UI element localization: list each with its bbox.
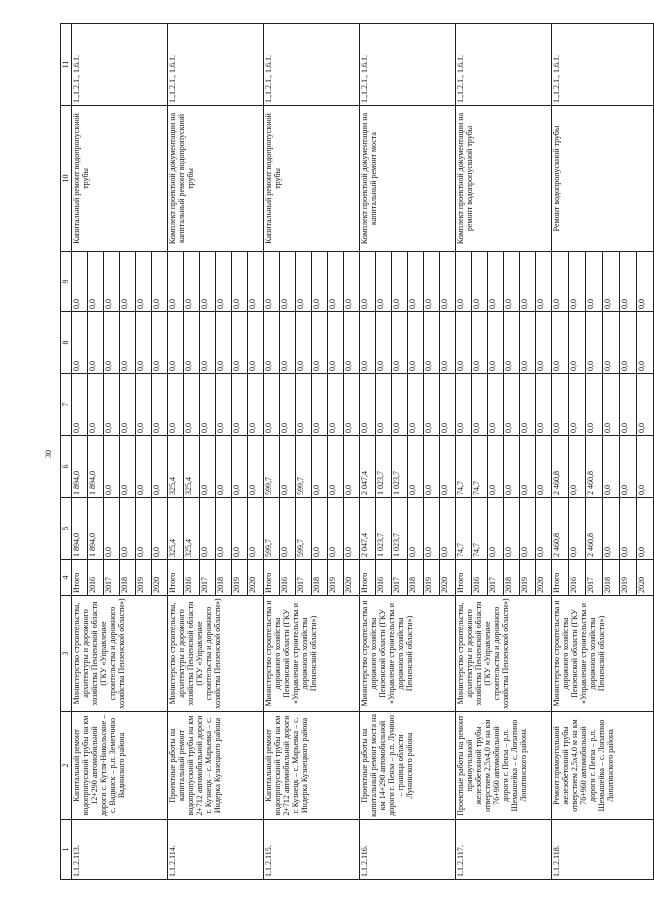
value-cell: 1 023,7 <box>392 436 408 498</box>
value-cell: 0,0 <box>488 374 504 436</box>
value-cell: 0,0 <box>248 374 264 436</box>
year-cell: 2017 <box>296 560 312 596</box>
value-cell: 0,0 <box>88 374 104 436</box>
reference-cell: 1.,1.2.1., 1.6.1. <box>552 24 654 106</box>
value-cell: 0,0 <box>264 312 280 374</box>
measure-name: Проектные работы на ремонт прямоугольной железобетонной трубы отверстием 2,5х4,0 м на км 76+960 автомобильной дороги г. Пенза – р.п. Шемышейка – с. Лопатино Лопатинского района <box>456 712 552 820</box>
value-cell: 0,0 <box>120 374 136 436</box>
row-id: 1.1.2.113. <box>72 820 168 880</box>
value-cell: 0,0 <box>328 498 344 560</box>
value-cell: 0,0 <box>392 312 408 374</box>
year-cell: 2019 <box>136 560 152 596</box>
year-cell: 2020 <box>536 560 552 596</box>
value-cell: 0,0 <box>440 312 456 374</box>
value-cell: 0,0 <box>504 252 520 312</box>
value-cell: 0,0 <box>620 312 637 374</box>
value-cell: 0,0 <box>152 436 168 498</box>
value-cell: 0,0 <box>72 252 88 312</box>
value-cell: 0,0 <box>232 436 248 498</box>
value-cell: 1 023,7 <box>376 498 392 560</box>
year-cell: 2018 <box>216 560 232 596</box>
result-cell: Комплект проектной документации на капитальный ремонт водопропускной трубы <box>168 106 264 252</box>
year-cell: 2019 <box>520 560 536 596</box>
value-cell: 0,0 <box>376 312 392 374</box>
value-cell: 74,7 <box>456 436 472 498</box>
value-cell: 0,0 <box>488 498 504 560</box>
value-cell: 0,0 <box>360 252 376 312</box>
value-cell: 0,0 <box>280 374 296 436</box>
measure-name: Капитальный ремонт водопропускной трубы на км 12+290 автомобильной дороги с. Кутля-Никольское – с. Вадинск – р.п. Земетчино Вадинского района <box>72 712 168 820</box>
value-cell: 0,0 <box>136 374 152 436</box>
value-cell: 599,7 <box>264 436 280 498</box>
value-cell: 0,0 <box>200 374 216 436</box>
value-cell: 0,0 <box>104 436 120 498</box>
value-cell: 0,0 <box>360 312 376 374</box>
value-cell: 0,0 <box>216 436 232 498</box>
value-cell: 0,0 <box>328 436 344 498</box>
value-cell: 0,0 <box>488 436 504 498</box>
year-cell: Итого <box>168 560 184 596</box>
measure-name: Проектные работы на капитальный ремонт водопропускной трубы на км 2+712 автомобильной дороги г. Кузнецк – с. Марьевка – с. Индерка Кузнецкого района <box>168 712 264 820</box>
value-cell: 0,0 <box>552 252 569 312</box>
value-cell: 325,4 <box>184 436 200 498</box>
value-cell: 0,0 <box>312 498 328 560</box>
value-cell: 0,0 <box>312 374 328 436</box>
value-cell: 0,0 <box>104 252 120 312</box>
value-cell: 0,0 <box>620 374 637 436</box>
value-cell: 0,0 <box>552 374 569 436</box>
value-cell: 0,0 <box>408 252 424 312</box>
year-cell: 2016 <box>184 560 200 596</box>
value-cell: 0,0 <box>216 498 232 560</box>
year-cell: 2017 <box>200 560 216 596</box>
value-cell: 0,0 <box>200 252 216 312</box>
executor: Министерство строительства и дорожного хозяйства Пензенской области (ГКУ «Управление строительства и дорожного хозяйства Пензенской области») <box>552 596 654 712</box>
value-cell: 325,4 <box>184 498 200 560</box>
value-cell: 0,0 <box>472 374 488 436</box>
row-id: 1.1.2.118. <box>552 820 654 880</box>
value-cell: 599,7 <box>264 498 280 560</box>
value-cell: 0,0 <box>72 312 88 374</box>
value-cell: 0,0 <box>216 374 232 436</box>
value-cell: 74,7 <box>472 436 488 498</box>
value-cell: 0,0 <box>312 312 328 374</box>
value-cell: 0,0 <box>620 498 637 560</box>
value-cell: 0,0 <box>264 374 280 436</box>
value-cell: 0,0 <box>344 498 360 560</box>
rotated-page <box>60 24 646 880</box>
value-cell: 0,0 <box>392 374 408 436</box>
col-header-1: 1 <box>61 820 72 880</box>
value-cell: 0,0 <box>620 436 637 498</box>
value-cell: 0,0 <box>216 312 232 374</box>
value-cell: 0,0 <box>280 312 296 374</box>
year-cell: 2017 <box>586 560 603 596</box>
value-cell: 0,0 <box>168 252 184 312</box>
value-cell: 0,0 <box>280 498 296 560</box>
value-cell: 0,0 <box>637 498 654 560</box>
value-cell: 0,0 <box>536 436 552 498</box>
value-cell: 74,7 <box>456 498 472 560</box>
value-cell: 0,0 <box>488 252 504 312</box>
value-cell: 0,0 <box>603 312 620 374</box>
col-header-5: 5 <box>61 498 72 560</box>
value-cell: 0,0 <box>88 312 104 374</box>
year-cell: 2016 <box>472 560 488 596</box>
value-cell: 0,0 <box>136 498 152 560</box>
value-cell: 0,0 <box>328 312 344 374</box>
value-cell: 0,0 <box>456 312 472 374</box>
year-cell: 2019 <box>232 560 248 596</box>
year-cell: 2017 <box>488 560 504 596</box>
year-cell: Итого <box>360 560 376 596</box>
value-cell: 0,0 <box>232 374 248 436</box>
value-cell: 0,0 <box>504 498 520 560</box>
value-cell: 0,0 <box>408 374 424 436</box>
value-cell: 0,0 <box>536 374 552 436</box>
year-cell: 2017 <box>104 560 120 596</box>
measure-name: Проектные работы на капитальный ремонт моста на км 14+290 автомобильной дороги г. Пенза – р.п. Лунино – граница области Лунинского района <box>360 712 456 820</box>
value-cell: 0,0 <box>620 252 637 312</box>
result-cell: Комплект проектной документации на ремонт водопропускной трубы <box>456 106 552 252</box>
year-cell: 2018 <box>603 560 620 596</box>
value-cell: 0,0 <box>280 436 296 498</box>
value-cell: 0,0 <box>200 436 216 498</box>
value-cell: 0,0 <box>637 312 654 374</box>
value-cell: 0,0 <box>603 374 620 436</box>
table-row <box>360 24 376 880</box>
value-cell: 0,0 <box>184 252 200 312</box>
value-cell: 0,0 <box>376 374 392 436</box>
value-cell: 0,0 <box>424 374 440 436</box>
value-cell: 0,0 <box>408 498 424 560</box>
value-cell: 0,0 <box>603 436 620 498</box>
value-cell: 0,0 <box>504 436 520 498</box>
year-cell: 2016 <box>88 560 104 596</box>
executor: Министерство строительства, архитектуры и дорожного хозяйства Пензенской области (ГКУ «Управление строительства и дорожного хозяйства Пензенской области») <box>72 596 168 712</box>
value-cell: 0,0 <box>520 436 536 498</box>
col-header-11: 11 <box>61 24 72 106</box>
measure-name: Ремонт прямоугольной железобетонной трубы отверстием 2,5х4,0 м на км 76+960 автомобильной дороги г. Пенза – р.п. Шемышейка – с. Лопатино Лопатинского района <box>552 712 654 820</box>
value-cell: 0,0 <box>456 374 472 436</box>
col-header-2: 2 <box>61 712 72 820</box>
col-header-7: 7 <box>61 374 72 436</box>
reference-cell: 1.,1.2.1., 1.6.1. <box>360 24 456 106</box>
year-cell: Итого <box>456 560 472 596</box>
col-header-8: 8 <box>61 312 72 374</box>
reference-cell: 1.,1.2.1., 1.6.1. <box>168 24 264 106</box>
value-cell: 1 023,7 <box>376 436 392 498</box>
value-cell: 0,0 <box>232 252 248 312</box>
year-cell: 2016 <box>569 560 586 596</box>
year-cell: 2020 <box>152 560 168 596</box>
value-cell: 0,0 <box>569 436 586 498</box>
value-cell: 0,0 <box>392 252 408 312</box>
value-cell: 0,0 <box>232 312 248 374</box>
year-cell: 2018 <box>504 560 520 596</box>
value-cell: 0,0 <box>120 312 136 374</box>
value-cell: 0,0 <box>456 252 472 312</box>
value-cell: 0,0 <box>72 374 88 436</box>
value-cell: 0,0 <box>88 252 104 312</box>
value-cell: 0,0 <box>472 312 488 374</box>
value-cell: 0,0 <box>120 436 136 498</box>
reference-cell: 1.,1.2.1., 1.6.1. <box>72 24 168 106</box>
year-cell: Итого <box>264 560 280 596</box>
year-cell: 2018 <box>120 560 136 596</box>
value-cell: 0,0 <box>328 252 344 312</box>
value-cell: 0,0 <box>637 252 654 312</box>
value-cell: 0,0 <box>312 436 328 498</box>
value-cell: 0,0 <box>216 252 232 312</box>
value-cell: 0,0 <box>296 252 312 312</box>
value-cell: 0,0 <box>248 252 264 312</box>
table-row <box>552 24 569 880</box>
year-cell: 2016 <box>280 560 296 596</box>
value-cell: 2 460,8 <box>552 498 569 560</box>
value-cell: 0,0 <box>264 252 280 312</box>
value-cell: 0,0 <box>120 252 136 312</box>
value-cell: 0,0 <box>104 312 120 374</box>
value-cell: 0,0 <box>344 374 360 436</box>
result-cell: Капитальный ремонт водопропускной трубы <box>72 106 168 252</box>
value-cell: 0,0 <box>472 252 488 312</box>
result-cell: Ремонт водопропускной трубы <box>552 106 654 252</box>
value-cell: 0,0 <box>569 374 586 436</box>
value-cell: 0,0 <box>360 374 376 436</box>
executor: Министерство строительства, архитектуры и дорожного хозяйства Пензенской области (ГКУ «Управление строительства и дорожного хозяйства Пензенской области») <box>168 596 264 712</box>
value-cell: 0,0 <box>248 498 264 560</box>
value-cell: 0,0 <box>637 436 654 498</box>
value-cell: 0,0 <box>424 498 440 560</box>
value-cell: 0,0 <box>440 498 456 560</box>
value-cell: 0,0 <box>536 498 552 560</box>
row-id: 1.1.2.117. <box>456 820 552 880</box>
value-cell: 0,0 <box>344 252 360 312</box>
value-cell: 0,0 <box>232 498 248 560</box>
year-cell: 2019 <box>328 560 344 596</box>
value-cell: 0,0 <box>603 498 620 560</box>
value-cell: 1 894,0 <box>88 436 104 498</box>
table-row <box>168 24 184 880</box>
value-cell: 0,0 <box>312 252 328 312</box>
value-cell: 0,0 <box>168 374 184 436</box>
value-cell: 0,0 <box>248 312 264 374</box>
value-cell: 2 460,8 <box>552 436 569 498</box>
value-cell: 0,0 <box>440 436 456 498</box>
year-cell: 2019 <box>620 560 637 596</box>
measure-name: Капитальный ремонт водопропускной трубы на км 2+712 автомобильной дороги г. Кузнецк – с. Марьевка – с. Индерка Кузнецкого района <box>264 712 360 820</box>
value-cell: 0,0 <box>520 374 536 436</box>
value-cell: 0,0 <box>552 312 569 374</box>
value-cell: 0,0 <box>569 312 586 374</box>
executor: Министерство строительства и дорожного хозяйства Пензенской области (ГКУ «Управление строительства и дорожного хозяйства Пензенской области») <box>360 596 456 712</box>
value-cell: 0,0 <box>520 252 536 312</box>
value-cell: 0,0 <box>104 498 120 560</box>
table-body <box>72 24 654 880</box>
value-cell: 0,0 <box>536 312 552 374</box>
value-cell: 0,0 <box>424 312 440 374</box>
program-table <box>60 23 654 880</box>
value-cell: 1 894,0 <box>72 436 88 498</box>
value-cell: 0,0 <box>280 252 296 312</box>
col-header-4: 4 <box>61 560 72 596</box>
executor: Министерство строительства, архитектуры и дорожного хозяйства Пензенской области (ГКУ «Управление строительства и дорожного хозяйства Пензенской области») <box>456 596 552 712</box>
year-cell: Итого <box>72 560 88 596</box>
value-cell: 0,0 <box>488 312 504 374</box>
value-cell: 1 894,0 <box>72 498 88 560</box>
value-cell: 0,0 <box>408 312 424 374</box>
value-cell: 1 894,0 <box>88 498 104 560</box>
value-cell: 0,0 <box>504 312 520 374</box>
reference-cell: 1.,1.2.1., 1.6.1. <box>264 24 360 106</box>
year-cell: 2020 <box>248 560 264 596</box>
col-header-3: 3 <box>61 596 72 712</box>
col-header-6: 6 <box>61 436 72 498</box>
value-cell: 0,0 <box>344 312 360 374</box>
value-cell: 0,0 <box>104 374 120 436</box>
value-cell: 2 047,4 <box>360 436 376 498</box>
value-cell: 0,0 <box>408 436 424 498</box>
value-cell: 0,0 <box>603 252 620 312</box>
value-cell: 0,0 <box>200 312 216 374</box>
value-cell: 599,7 <box>296 436 312 498</box>
value-cell: 2 460,8 <box>586 498 603 560</box>
value-cell: 599,7 <box>296 498 312 560</box>
value-cell: 0,0 <box>520 498 536 560</box>
row-id: 1.1.2.114. <box>168 820 264 880</box>
year-cell: 2018 <box>408 560 424 596</box>
value-cell: 0,0 <box>637 374 654 436</box>
year-cell: 2020 <box>637 560 654 596</box>
col-header-10: 10 <box>61 106 72 252</box>
value-cell: 0,0 <box>200 498 216 560</box>
value-cell: 0,0 <box>136 252 152 312</box>
value-cell: 1 023,7 <box>392 498 408 560</box>
value-cell: 0,0 <box>586 374 603 436</box>
result-cell: Комплект проектной документации на капитальный ремонт моста <box>360 106 456 252</box>
value-cell: 0,0 <box>152 374 168 436</box>
value-cell: 0,0 <box>120 498 136 560</box>
year-cell: Итого <box>552 560 569 596</box>
year-cell: 2018 <box>312 560 328 596</box>
value-cell: 74,7 <box>472 498 488 560</box>
page-number: 30 <box>44 450 53 458</box>
value-cell: 0,0 <box>184 312 200 374</box>
row-id: 1.1.2.115. <box>264 820 360 880</box>
value-cell: 0,0 <box>152 498 168 560</box>
year-cell: 2020 <box>344 560 360 596</box>
year-cell: 2020 <box>440 560 456 596</box>
value-cell: 325,4 <box>168 498 184 560</box>
value-cell: 0,0 <box>296 312 312 374</box>
value-cell: 2 460,8 <box>586 436 603 498</box>
reference-cell: 1.,1.2.1., 1.6.1. <box>456 24 552 106</box>
value-cell: 0,0 <box>328 374 344 436</box>
value-cell: 2 047,4 <box>360 498 376 560</box>
value-cell: 0,0 <box>184 374 200 436</box>
value-cell: 0,0 <box>440 374 456 436</box>
value-cell: 0,0 <box>586 312 603 374</box>
value-cell: 0,0 <box>152 252 168 312</box>
table-row <box>72 24 88 880</box>
table-row <box>456 24 472 880</box>
row-id: 1.1.2.116. <box>360 820 456 880</box>
value-cell: 0,0 <box>504 374 520 436</box>
value-cell: 325,4 <box>168 436 184 498</box>
value-cell: 0,0 <box>136 436 152 498</box>
value-cell: 0,0 <box>569 252 586 312</box>
result-cell: Капитальный ремонт водопропускной трубы <box>264 106 360 252</box>
table-row <box>264 24 280 880</box>
value-cell: 0,0 <box>296 374 312 436</box>
executor: Министерство строительства и дорожного хозяйства Пензенской области (ГКУ «Управление строительства и дорожного хозяйства Пензенской области») <box>264 596 360 712</box>
value-cell: 0,0 <box>424 436 440 498</box>
header-row <box>61 24 72 880</box>
value-cell: 0,0 <box>520 312 536 374</box>
value-cell: 0,0 <box>344 436 360 498</box>
value-cell: 0,0 <box>440 252 456 312</box>
value-cell: 0,0 <box>136 312 152 374</box>
value-cell: 0,0 <box>536 252 552 312</box>
year-cell: 2019 <box>424 560 440 596</box>
col-header-9: 9 <box>61 252 72 312</box>
year-cell: 2017 <box>392 560 408 596</box>
value-cell: 0,0 <box>168 312 184 374</box>
value-cell: 0,0 <box>569 498 586 560</box>
value-cell: 0,0 <box>152 312 168 374</box>
value-cell: 0,0 <box>248 436 264 498</box>
value-cell: 0,0 <box>586 252 603 312</box>
value-cell: 0,0 <box>424 252 440 312</box>
value-cell: 0,0 <box>376 252 392 312</box>
year-cell: 2016 <box>376 560 392 596</box>
